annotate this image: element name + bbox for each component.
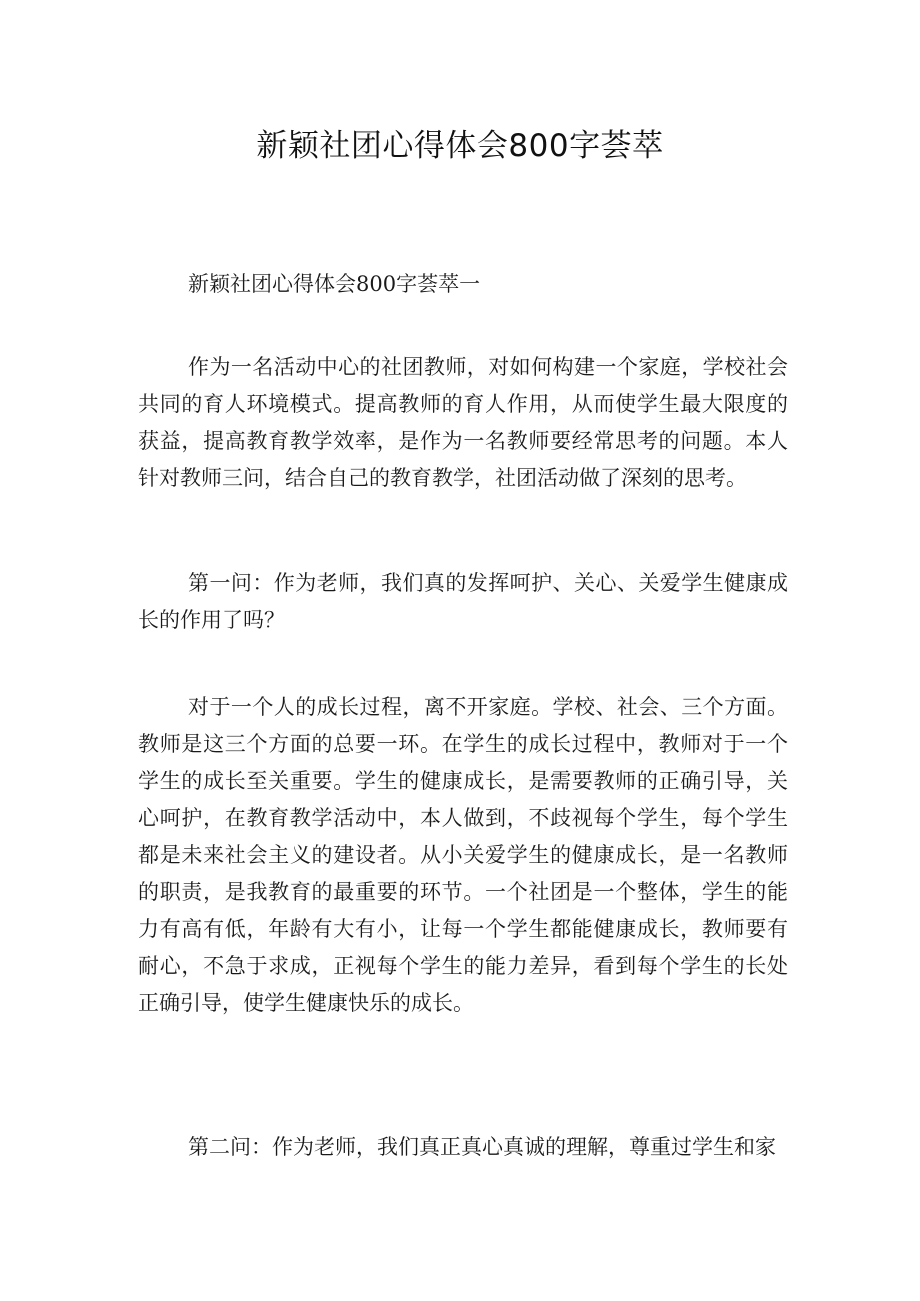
body-paragraph: 对于一个人的成长过程，离不开家庭。学校、社会、三个方面。教师是这三个方面的总要一环。在学生的成长过程中，教师对于一个学生的成长至关重要。学生的健康成长，是需要教师的正确引导，关心呵护，在教育教学活动中，本人做到，不歧视每个学生，每个学生都是未来社会主义的建设者。从小关爱学生的健康成长，是一名教师的职责，是我教育的最重要的环节。一个社团是一个整体，学生的能力有高有低，年龄有大有小，让每一个学生都能健康成长，教师要有耐心，不急于求成，正视每个学生的能力差异，看到每个学生的长处正确引导，使学生健康快乐的成长。 <box>138 695 788 1015</box>
question-paragraph: 第二问：作为老师，我们真正真心真诚的理解，尊重过学生和家 <box>188 1135 776 1159</box>
body-paragraph: 作为一名活动中心的社团教师，对如何构建一个家庭，学校社会共同的育人环境模式。提高教师的育人作用，从而使学生最大限度的获益，提高教育教学效率，是作为一名教师要经常思考的问题。本人针对教师三问，结合自己的教育教学，社团活动做了深刻的思考。 <box>138 355 788 490</box>
section-heading: 新颖社团心得体会800字荟萃一 <box>188 272 481 296</box>
document-title: 新颖社团心得体会800字荟萃 <box>256 128 664 164</box>
question-paragraph: 第一问：作为老师，我们真的发挥呵护、关心、关爱学生健康成长的作用了吗？ <box>138 571 788 632</box>
